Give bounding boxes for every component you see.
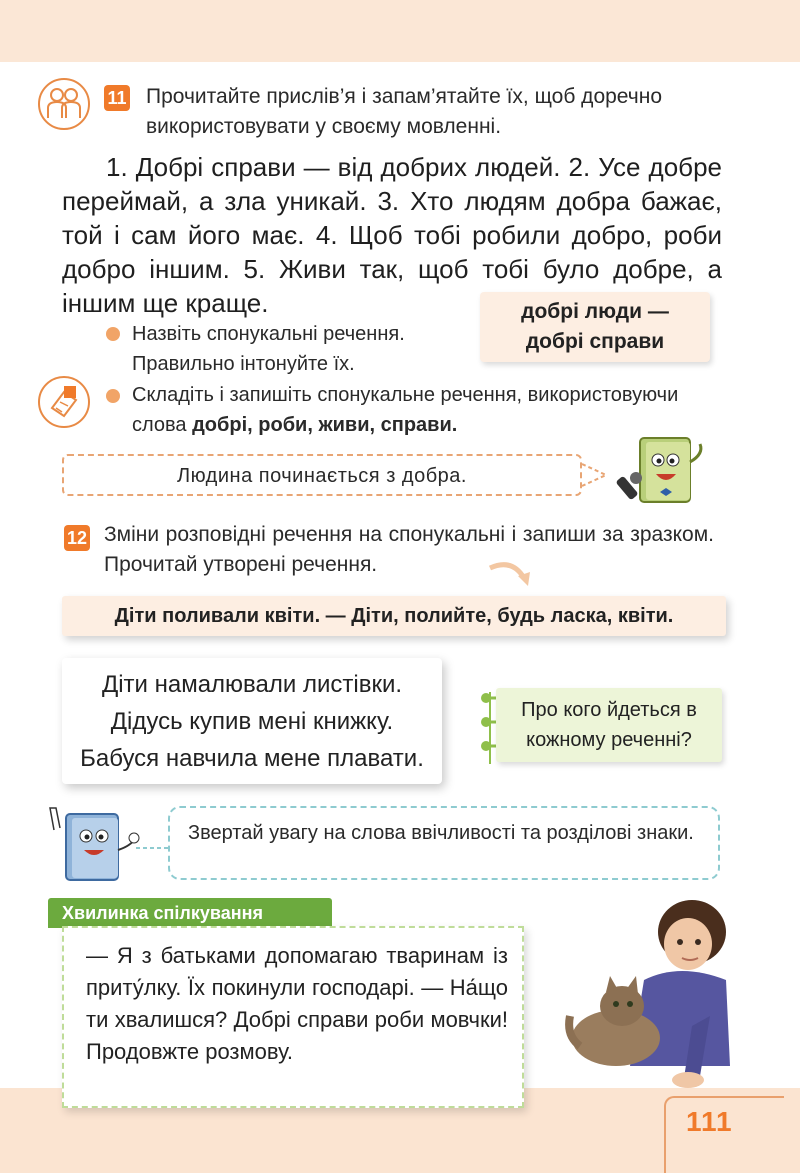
task-number-12: 12 <box>64 525 90 551</box>
question-box <box>496 688 722 762</box>
hint-text: Звертай увагу на слова ввічливості та розділові знаки. <box>188 822 694 844</box>
question-line2: кожному реченні? <box>526 729 692 751</box>
talk-header: Хвилинка спілкування <box>48 898 332 928</box>
task11-instruction: Прочитайте прислів’я і запам’ятайте їх, щоб доречно використовувати у своєму мовленні. <box>146 85 662 138</box>
sentence-2: Дідусь купив мені книжку. <box>110 708 394 735</box>
talk-text: — Я з батьками допомагаю тваринам із приту́лку. Їх покинули господарі. — На́що ти хвалишся? Добрі справи роби мовчки! Продовжте розмову. <box>86 943 508 1064</box>
page-number: 111 <box>686 1106 733 1137</box>
pair-work-icon <box>38 78 90 130</box>
talk-box <box>62 926 524 1108</box>
proverbs-content: 1. Добрі справи — від добрих людей. 2. Усе добре переймай, а зла уникай. 3. Хто людям добра бажає, той і сам його має. 4. Щоб тобі робили добро, роби добро іншим. 5. Живи так, щоб тобі було добре, а іншим ще краще. <box>62 152 722 318</box>
curved-arrow-icon <box>488 558 534 588</box>
saying-text: Людина починається з добра. <box>177 465 467 487</box>
question-line1: Про кого йдеться в <box>521 699 697 721</box>
book-mascot-microphone-icon <box>610 432 710 512</box>
task-number-11: 11 <box>104 85 130 111</box>
note-line-1: добрі люди — <box>521 300 669 323</box>
book-mascot-pointing-icon <box>34 800 144 890</box>
bullet2-words: добрі, роби, живи, справи. <box>192 414 458 436</box>
sentence-1: Діти намалювали листівки. <box>101 671 403 698</box>
puzzle-writing-icon <box>38 376 90 428</box>
saying-pointer <box>582 462 610 488</box>
bullet2-instruction: Складіть і запишіть спонукальне речення, використовуючи слова <box>132 384 679 436</box>
hint-box <box>168 806 720 880</box>
example-sentence: Діти поливали квіти. — Діти, полийте, будь ласка, квіти. <box>62 596 726 636</box>
boy-with-cat-photo <box>560 896 736 1092</box>
bullet-dot-1 <box>106 327 120 341</box>
note-line-2: добрі справи <box>525 330 665 353</box>
bullet1-text <box>132 319 472 379</box>
top-band <box>0 0 800 62</box>
saying-box <box>62 454 582 496</box>
task12-instruction: Зміни розповідні речення на спонукальні і запиши за зразком. Прочитай утворені речення. <box>104 523 714 576</box>
bullet-dot-2 <box>106 389 120 403</box>
note-good-people <box>480 292 710 362</box>
bullet1-line2: Правильно інтонуйте їх. <box>132 353 355 375</box>
bullet1-line1: Назвіть спонукальні речення. <box>132 323 405 345</box>
hint-pointer <box>136 838 170 858</box>
sentence-3: Бабуся навчила мене плавати. <box>80 745 424 772</box>
bullet2-text <box>132 380 722 440</box>
sentences-box <box>62 658 442 784</box>
